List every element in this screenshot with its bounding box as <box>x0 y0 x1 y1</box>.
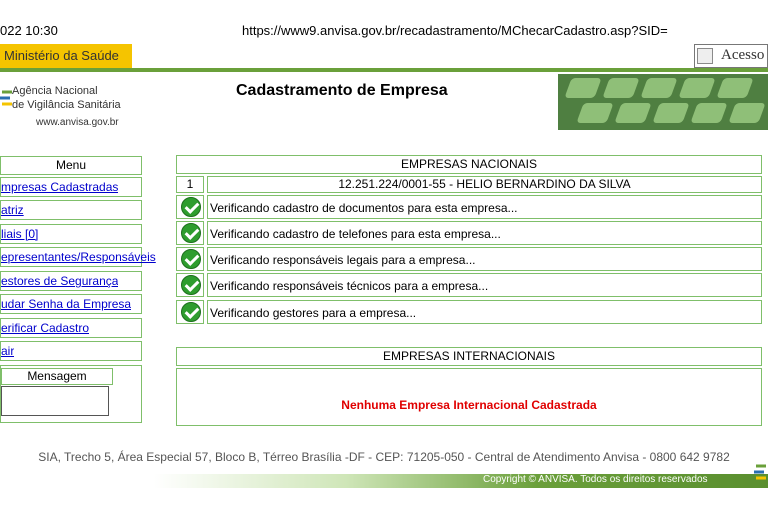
check-ok-icon <box>181 302 201 322</box>
check-ok-icon <box>181 223 201 243</box>
check-cell <box>176 300 204 324</box>
agency-line2: de Vigilância Sanitária <box>12 99 121 111</box>
check-row <box>207 221 762 245</box>
menu-item-label[interactable]: air <box>1 344 15 358</box>
acesso-button[interactable] <box>694 44 768 68</box>
print-datetime: 022 10:30 <box>0 23 58 38</box>
ministry-label: Ministério da Saúde <box>4 48 119 63</box>
internacionais-panel <box>176 368 762 426</box>
ministry-bar <box>0 44 132 68</box>
menu-item-label[interactable]: erificar Cadastro <box>1 321 90 335</box>
check-row <box>207 300 762 324</box>
menu-item-gestores-seguranca[interactable] <box>0 271 142 291</box>
check-ok-icon <box>181 275 201 295</box>
check-row <box>207 247 762 271</box>
check-cell <box>176 221 204 245</box>
check-row <box>207 195 762 219</box>
menu-item-matriz[interactable] <box>0 200 142 220</box>
no-international-message: Nenhuma Empresa Internacional Cadastrada <box>341 398 597 412</box>
menu-item-sair[interactable] <box>0 341 142 361</box>
anvisa-footer-logo-icon <box>752 462 768 488</box>
check-row <box>207 273 762 297</box>
agency-line1: Agência Nacional <box>12 85 98 97</box>
check-text: Verificando gestores para a empresa... <box>210 306 417 320</box>
copyright-bar <box>0 474 768 488</box>
broken-image-icon <box>697 48 713 64</box>
company-index: 1 <box>176 176 204 193</box>
menu-item-empresas-cadastradas[interactable] <box>0 177 142 197</box>
menu-item-mudar-senha[interactable] <box>0 294 142 314</box>
check-cell <box>176 247 204 271</box>
menu-item-representantes[interactable] <box>0 247 156 267</box>
check-ok-icon <box>181 249 201 269</box>
check-cell <box>176 195 204 219</box>
copyright-text: Copyright © ANVISA. Todos os direitos reservados <box>483 474 708 485</box>
company-name: 12.251.224/0001-55 - HELIO BERNARDINO DA SILVA <box>207 176 762 193</box>
check-text: Verificando responsáveis legais para a empresa... <box>210 253 476 267</box>
keyboard-banner-image <box>558 74 768 130</box>
menu-item-label[interactable]: mpresas Cadastradas <box>1 180 119 194</box>
print-url: https://www9.anvisa.gov.br/recadastramento/MChecarCadastro.asp?SID= <box>242 23 668 38</box>
menu-item-label[interactable]: atriz <box>1 203 24 217</box>
check-text: Verificando responsáveis técnicos para a empresa... <box>210 279 489 293</box>
check-cell <box>176 273 204 297</box>
menu-item-filiais[interactable] <box>0 224 142 244</box>
menu-item-label[interactable]: epresentantes/Responsáveis <box>1 250 156 264</box>
menu-title: Menu <box>0 156 142 175</box>
message-panel <box>0 365 142 423</box>
page-title: Cadastramento de Empresa <box>236 82 448 99</box>
menu-item-verificar-cadastro[interactable] <box>0 318 142 338</box>
header-divider <box>0 68 768 72</box>
menu-item-label[interactable]: estores de Segurança <box>1 274 119 288</box>
message-textarea[interactable] <box>1 386 109 416</box>
menu-item-label[interactable]: udar Senha da Empresa <box>1 297 132 311</box>
acesso-label: Acesso <box>721 47 765 63</box>
anvisa-logo <box>0 84 140 132</box>
check-text: Verificando cadastro de documentos para esta empresa... <box>210 201 518 215</box>
message-title: Mensagem <box>1 368 113 385</box>
footer-address: SIA, Trecho 5, Área Especial 57, Bloco B, Térreo Brasília -DF - CEP: 71205-050 - Central de Atendimento Anvisa - 0800 642 9782 <box>38 450 730 464</box>
nacionais-title: EMPRESAS NACIONAIS <box>176 155 762 174</box>
check-ok-icon <box>181 197 201 217</box>
check-text: Verificando cadastro de telefones para esta empresa... <box>210 227 501 241</box>
menu-item-label[interactable]: liais [0] <box>1 227 39 241</box>
internacionais-title: EMPRESAS INTERNACIONAIS <box>176 347 762 366</box>
agency-site: www.anvisa.gov.br <box>36 117 119 128</box>
